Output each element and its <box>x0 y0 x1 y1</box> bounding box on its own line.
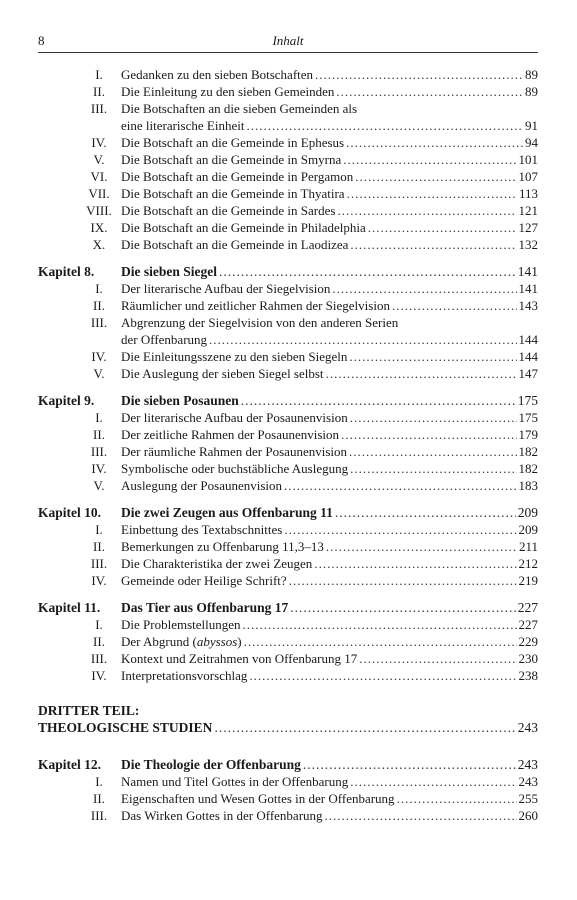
entry-title: Der räumliche Rahmen der Posaunenvision <box>121 444 347 459</box>
toc-entry <box>38 773 538 790</box>
entry-line <box>121 297 538 314</box>
spacer <box>38 736 538 746</box>
entry-number: VI. <box>90 169 108 184</box>
chapter-title: Die sieben Posaunen <box>121 393 239 408</box>
entry-line <box>121 790 538 807</box>
leader-dots <box>350 236 516 253</box>
entry-number: II. <box>93 298 105 313</box>
toc-entry <box>38 100 538 117</box>
leader-dots <box>355 168 516 185</box>
leader-dots <box>349 348 516 365</box>
toc-entry <box>38 297 538 314</box>
toc-entry <box>38 633 538 650</box>
toc-entry <box>38 521 538 538</box>
entry-number: II. <box>93 427 105 442</box>
entry-line <box>121 134 538 151</box>
entry-number: III. <box>90 808 108 823</box>
spacer <box>38 746 538 756</box>
entry-line <box>121 66 538 83</box>
toc-entry <box>38 572 538 589</box>
entry-line <box>121 650 538 667</box>
chapter-label: Kapitel 11. <box>38 600 101 615</box>
entry-page: 179 <box>518 427 538 442</box>
entry-title: Die Botschaft an die Gemeinde in Philadelphia <box>121 220 366 235</box>
entry-title: Interpretationsvorschlag <box>121 668 248 683</box>
toc-entry <box>38 168 538 185</box>
spacer <box>38 253 538 263</box>
leader-dots <box>249 667 516 684</box>
entry-line <box>121 443 538 460</box>
table-of-contents <box>38 66 538 824</box>
entry-number: III. <box>90 556 108 571</box>
entry-number: I. <box>95 617 103 632</box>
entry-number: X. <box>92 237 106 252</box>
entry-number: III. <box>90 101 108 116</box>
toc-entry <box>38 348 538 365</box>
leader-dots <box>350 773 516 790</box>
part-label: DRITTER TEIL: <box>38 703 140 718</box>
leader-dots <box>368 219 517 236</box>
entry-number: III. <box>90 315 108 330</box>
toc-entry <box>38 443 538 460</box>
entry-title: Auslegung der Posaunenvision <box>121 478 283 493</box>
leader-dots <box>315 66 523 83</box>
part-title: THEOLOGISCHE STUDIEN <box>38 720 213 735</box>
entry-title: Kontext und Zeitrahmen von Offenbarung 17 <box>121 651 358 666</box>
leader-dots <box>314 555 516 572</box>
entry-title: Einbettung des Textabschnittes <box>121 522 283 537</box>
entry-page: 107 <box>518 169 538 184</box>
part-line <box>38 719 538 736</box>
entry-line <box>121 616 538 633</box>
entry-page: 143 <box>518 298 538 313</box>
chapter-heading <box>38 599 538 616</box>
leader-dots <box>347 185 517 202</box>
entry-page: 212 <box>518 556 538 571</box>
entry-title: Der Abgrund (abyssos) <box>121 634 242 649</box>
chapter-page: 243 <box>517 757 538 772</box>
entry-line <box>121 773 538 790</box>
entry-page: 89 <box>525 67 538 82</box>
entry-number: II. <box>93 791 105 806</box>
chapter-line <box>121 504 538 521</box>
entry-title: Symbolische oder buchstäbliche Auslegung <box>121 461 349 476</box>
entry-number: II. <box>93 539 105 554</box>
entry-page: 182 <box>518 461 538 476</box>
entry-title: Die Botschaften an die sieben Gemeinden als <box>121 101 358 116</box>
leader-dots <box>335 504 516 521</box>
entry-line <box>121 202 538 219</box>
entry-page: 219 <box>518 573 538 588</box>
chapter-page: 209 <box>517 505 538 520</box>
leader-dots <box>284 521 516 538</box>
chapter-line <box>121 263 538 280</box>
entry-page: 144 <box>518 349 538 364</box>
running-title: Inhalt <box>272 33 304 48</box>
entry-number: I. <box>95 67 103 82</box>
toc-entry <box>38 236 538 253</box>
toc-entry <box>38 555 538 572</box>
chapter-title: Die zwei Zeugen aus Offenbarung 11 <box>121 505 333 520</box>
leader-dots <box>350 460 516 477</box>
chapter-title: Die Theologie der Offenbarung <box>121 757 301 772</box>
leader-dots <box>346 134 523 151</box>
entry-line <box>121 168 538 185</box>
entry-line <box>121 572 538 589</box>
leader-dots <box>290 599 515 616</box>
running-header <box>38 30 538 53</box>
chapter-line <box>121 392 538 409</box>
part-heading <box>38 719 538 736</box>
entry-title: eine literarische Einheit <box>121 118 245 133</box>
entry-line <box>121 314 538 331</box>
entry-line <box>121 236 538 253</box>
entry-title: Räumlicher und zeitlicher Rahmen der Siegelvision <box>121 298 390 313</box>
entry-title: Die Botschaft an die Gemeinde in Laodizea <box>121 237 349 252</box>
leader-dots <box>350 409 517 426</box>
spacer <box>38 494 538 504</box>
toc-entry <box>38 667 538 684</box>
leader-dots <box>241 392 516 409</box>
leader-dots <box>400 314 536 331</box>
toc-entry <box>38 280 538 297</box>
toc-entry <box>38 460 538 477</box>
entry-number: I. <box>95 281 103 296</box>
entry-number: IX. <box>90 220 108 235</box>
entry-number: IV. <box>91 668 107 683</box>
leader-dots <box>326 365 517 382</box>
leader-dots <box>325 807 517 824</box>
entry-line <box>121 331 538 348</box>
entry-number: III. <box>90 651 108 666</box>
entry-page: 243 <box>518 774 538 789</box>
leader-dots <box>246 117 523 134</box>
toc-entry <box>38 477 538 494</box>
entry-line <box>121 219 538 236</box>
entry-title: Bemerkungen zu Offenbarung 11,3–13 <box>121 539 324 554</box>
entry-number: IV. <box>91 135 107 150</box>
entry-number: V. <box>93 478 105 493</box>
leader-dots <box>349 443 517 460</box>
entry-page: 229 <box>518 634 538 649</box>
chapter-line <box>121 756 538 773</box>
chapter-title: Das Tier aus Offenbarung 17 <box>121 600 289 615</box>
entry-page: 175 <box>518 410 538 425</box>
entry-line <box>121 117 538 134</box>
entry-title: der Offenbarung <box>121 332 208 347</box>
leader-dots <box>209 331 516 348</box>
entry-page: 182 <box>518 444 538 459</box>
entry-line <box>121 100 538 117</box>
entry-line <box>121 667 538 684</box>
entry-number: II. <box>93 84 105 99</box>
entry-line <box>121 521 538 538</box>
entry-title: Die Charakteristika der zwei Zeugen <box>121 556 313 571</box>
chapter-heading <box>38 756 538 773</box>
chapter-heading <box>38 392 538 409</box>
entry-title: Die Botschaft an die Gemeinde in Thyatira <box>121 186 345 201</box>
leader-dots <box>359 650 516 667</box>
entry-page: 183 <box>518 478 538 493</box>
entry-line <box>121 83 538 100</box>
toc-entry <box>38 426 538 443</box>
entry-title: Der literarische Aufbau der Posaunenvision <box>121 410 348 425</box>
leader-dots <box>244 633 517 650</box>
leader-dots <box>303 756 516 773</box>
entry-number: VIII. <box>86 203 112 218</box>
entry-page: 89 <box>525 84 538 99</box>
entry-line <box>121 807 538 824</box>
entry-page: 91 <box>525 118 538 133</box>
spacer <box>38 684 538 702</box>
entry-page: 132 <box>518 237 538 252</box>
entry-line <box>121 538 538 555</box>
toc-entry <box>38 650 538 667</box>
part-line <box>38 702 538 719</box>
entry-number: VII. <box>88 186 110 201</box>
toc-entry <box>38 409 538 426</box>
entry-title: Die Botschaft an die Gemeinde in Pergamon <box>121 169 354 184</box>
entry-title: Das Wirken Gottes in der Offenbarung <box>121 808 323 823</box>
entry-title: Die Problemstellungen <box>121 617 241 632</box>
entry-page: 209 <box>518 522 538 537</box>
entry-number: IV. <box>91 349 107 364</box>
leader-dots <box>332 280 516 297</box>
toc-entry <box>38 219 538 236</box>
entry-number: V. <box>93 366 105 381</box>
spacer <box>38 589 538 599</box>
leader-dots <box>326 538 517 555</box>
leader-dots <box>284 477 516 494</box>
leader-dots <box>343 151 516 168</box>
entry-page: 94 <box>525 135 538 150</box>
chapter-page: 227 <box>517 600 538 615</box>
entry-title: Der literarische Aufbau der Siegelvision <box>121 281 331 296</box>
entry-line <box>121 365 538 382</box>
entry-number: I. <box>95 410 103 425</box>
toc-entry <box>38 117 538 134</box>
leader-dots <box>337 202 516 219</box>
toc-entry <box>38 790 538 807</box>
toc-entry <box>38 134 538 151</box>
entry-number: V. <box>93 152 105 167</box>
entry-line <box>121 426 538 443</box>
chapter-label: Kapitel 10. <box>38 505 101 520</box>
entry-title: Gedanken zu den sieben Botschaften <box>121 67 314 82</box>
chapter-label: Kapitel 12. <box>38 757 101 772</box>
entry-title: Namen und Titel Gottes in der Offenbarung <box>121 774 349 789</box>
toc-entry <box>38 151 538 168</box>
entry-number: II. <box>93 634 105 649</box>
entry-title: Die Botschaft an die Gemeinde in Sardes <box>121 203 336 218</box>
entry-title: Der zeitliche Rahmen der Posaunenvision <box>121 427 340 442</box>
entry-page: 113 <box>518 186 538 201</box>
toc-entry <box>38 616 538 633</box>
entry-title: Die Einleitungsszene zu den sieben Siegeln <box>121 349 348 364</box>
entry-line <box>121 151 538 168</box>
entry-line <box>121 633 538 650</box>
entry-page: 127 <box>518 220 538 235</box>
toc-entry <box>38 314 538 331</box>
entry-line <box>121 460 538 477</box>
entry-title: Die Einleitung zu den sieben Gemeinden <box>121 84 335 99</box>
leader-dots <box>219 263 516 280</box>
chapter-page: 175 <box>517 393 538 408</box>
entry-line <box>121 280 538 297</box>
entry-page: 144 <box>518 332 538 347</box>
toc-entry <box>38 365 538 382</box>
part-heading <box>38 702 538 719</box>
entry-page: 260 <box>518 808 538 823</box>
toc-entry <box>38 185 538 202</box>
chapter-heading <box>38 504 538 521</box>
entry-number: IV. <box>91 461 107 476</box>
entry-page: 227 <box>518 617 538 632</box>
entry-title: Die Auslegung der sieben Siegel selbst <box>121 366 324 381</box>
entry-line <box>121 409 538 426</box>
chapter-heading <box>38 263 538 280</box>
entry-line <box>121 477 538 494</box>
chapter-page: 141 <box>517 264 538 279</box>
entry-page: 141 <box>518 281 538 296</box>
entry-page: 101 <box>518 152 538 167</box>
toc-entry <box>38 202 538 219</box>
leader-dots <box>359 100 536 117</box>
chapter-title: Die sieben Siegel <box>121 264 217 279</box>
entry-title: Gemeinde oder Heilige Schrift? <box>121 573 287 588</box>
leader-dots <box>214 719 515 736</box>
entry-number: III. <box>90 444 108 459</box>
leader-dots <box>341 426 516 443</box>
entry-page: 238 <box>518 668 538 683</box>
toc-entry <box>38 66 538 83</box>
spacer <box>38 382 538 392</box>
leader-dots <box>243 616 517 633</box>
entry-number: IV. <box>91 573 107 588</box>
part-page: 243 <box>517 720 538 735</box>
entry-number: I. <box>95 774 103 789</box>
page-number: 8 <box>38 33 45 48</box>
entry-page: 230 <box>518 651 538 666</box>
entry-number: I. <box>95 522 103 537</box>
toc-entry <box>38 807 538 824</box>
toc-entry <box>38 331 538 348</box>
entry-title: Die Botschaft an die Gemeinde in Smyrna <box>121 152 342 167</box>
entry-line <box>121 185 538 202</box>
chapter-label: Kapitel 9. <box>38 393 95 408</box>
entry-page: 211 <box>518 539 538 554</box>
toc-entry <box>38 83 538 100</box>
leader-dots <box>392 297 517 314</box>
entry-line <box>121 348 538 365</box>
leader-dots <box>289 572 517 589</box>
entry-title: Die Botschaft an die Gemeinde in Ephesus <box>121 135 345 150</box>
entry-title: Eigenschaften und Wesen Gottes in der Offenbarung <box>121 791 395 806</box>
chapter-line <box>121 599 538 616</box>
leader-dots <box>397 790 517 807</box>
entry-title: Abgrenzung der Siegelvision von den anderen Serien <box>121 315 399 330</box>
entry-page: 121 <box>518 203 538 218</box>
entry-line <box>121 555 538 572</box>
entry-page: 255 <box>518 791 538 806</box>
toc-entry <box>38 538 538 555</box>
leader-dots <box>336 83 523 100</box>
entry-page: 147 <box>518 366 538 381</box>
chapter-label: Kapitel 8. <box>38 264 95 279</box>
